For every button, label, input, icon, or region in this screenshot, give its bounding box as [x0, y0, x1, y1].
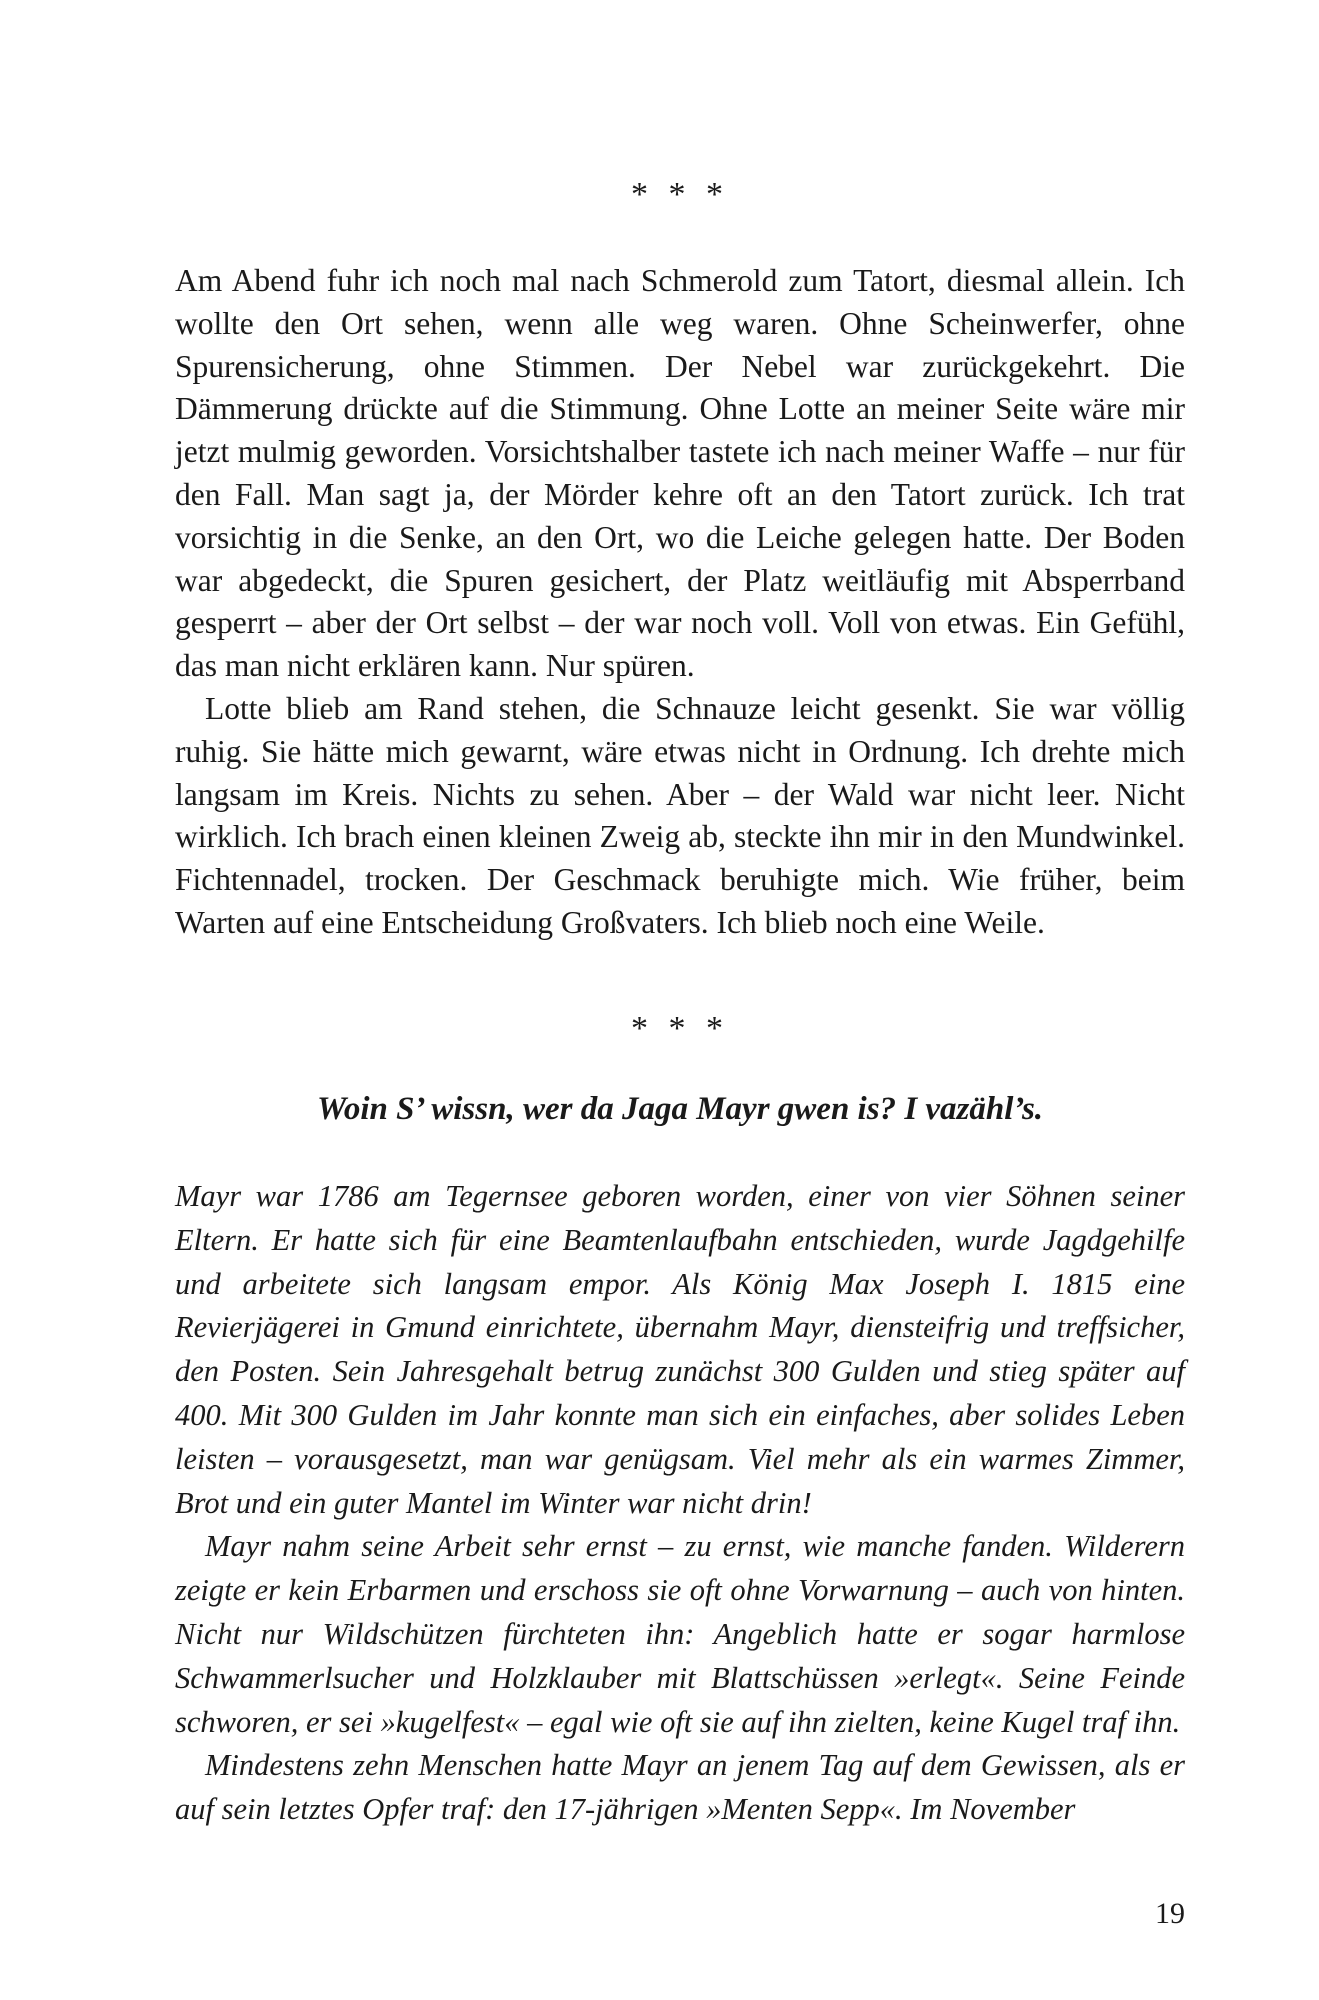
- paragraph: Mayr nahm seine Arbeit sehr ernst – zu ernst, wie manche fanden. Wilderern zeigte er kein Erbarmen und erschoss sie oft ohne Vorwarnung – auch von hinten. Nicht nur Wildschützen fürchteten ihn: Angeblich hatte er sogar harmlose Schwammerlsucher und Holzklauber mit Blattschüssen »erlegt«. Seine Feinde schworen, er sei »kugelfest« – egal wie oft sie auf ihn zielten, keine Kugel traf ihn.: [175, 1529, 1185, 1739]
- section-separator: * * *: [631, 176, 729, 213]
- section-separator: * * *: [631, 1010, 729, 1047]
- historical-section: [175, 1175, 1185, 1832]
- paragraph: Mayr war 1786 am Tegernsee geboren worden, einer von vier Söhnen seiner Eltern. Er hatte sich für eine Beamtenlaufbahn entschieden, wurde Jagdgehilfe und arbeitete sich langsam empor. Als König Max Joseph I. 1815 eine Revierjägerei in Gmund einrichtete, übernahm Mayr, diensteifrig und treffsicher, den Posten. Sein Jahresgehalt betrug zunächst 300 Gulden und stieg später auf 400. Mit 300 Gulden im Jahr konnte man sich ein einfaches, aber solides Leben leisten – vorausgesetzt, man war genügsam. Viel mehr als ein warmes Zimmer, Brot und ein guter Mantel im Winter war nicht drin!: [175, 1179, 1185, 1520]
- book-page: [175, 0, 1185, 2000]
- page-number: 19: [1155, 1897, 1185, 1930]
- paragraph: Am Abend fuhr ich noch mal nach Schmerold zum Tatort, diesmal allein. Ich wollte den Ort sehen, wenn alle weg waren. Ohne Scheinwerfer, ohne Spurensicherung, ohne Stimmen. Der Nebel war zurückgekehrt. Die Dämmerung drückte auf die Stimmung. Ohne Lotte an meiner Seite wäre mir jetzt mulmig geworden. Vorsichtshalber tastete ich nach meiner Waffe – nur für den Fall. Man sagt ja, der Mörder kehre oft an den Tatort zurück. Ich trat vorsichtig in die Senke, an den Ort, wo die Leiche gelegen hatte. Der Boden war abgedeckt, die Spuren gesichert, der Platz weitläufig mit Absperrband gesperrt – aber der Ort selbst – der war noch voll. Voll von etwas. Ein Gefühl, das man nicht erklären kann. Nur spüren.: [175, 263, 1185, 684]
- paragraph: Lotte blieb am Rand stehen, die Schnauze leicht gesenkt. Sie war völlig ruhig. Sie hätte mich gewarnt, wäre etwas nicht in Ordnung. Ich drehte mich langsam im Kreis. Nichts zu sehen. Aber – der Wald war nicht leer. Nicht wirklich. Ich brach einen kleinen Zweig ab, steckte ihn mir in den Mundwinkel. Fichtennadel, trocken. Der Geschmack beruhigte mich. Wie früher, beim Warten auf eine Entscheidung Großvaters. Ich blieb noch eine Weile.: [175, 690, 1185, 940]
- section-heading: Woin S’ wissn, wer da Jaga Mayr gwen is? I vazähl’s.: [316, 1091, 1044, 1127]
- narrative-section: [175, 260, 1185, 945]
- paragraph: Mindestens zehn Menschen hatte Mayr an jenem Tag auf dem Gewissen, als er auf sein letztes Opfer traf: den 17-jährigen »Menten Sepp«. Im November: [175, 1748, 1185, 1827]
